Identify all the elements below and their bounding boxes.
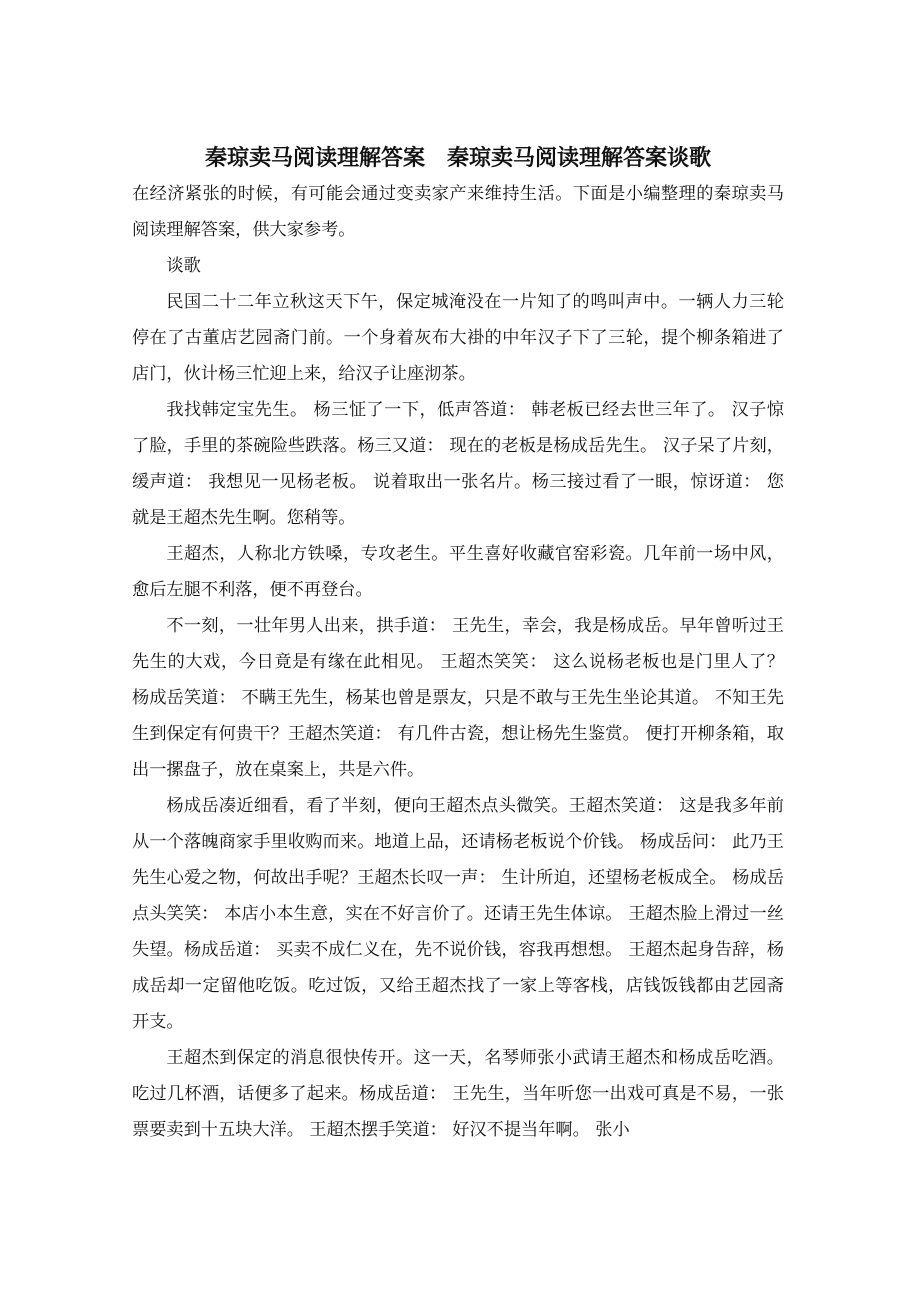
title-part-1: 秦琼卖马阅读理解答案 — [204, 145, 425, 171]
author-line: 谈歌 — [166, 256, 201, 276]
title-part-2: 秦琼卖马阅读理解答案谈歌 — [447, 145, 712, 171]
story-paragraph: 我找韩定宝先生。 杨三怔了一下，低声答道： 韩老板已经去世三年了。 汉子惊了脸，手里的茶碗险些跌落。杨三又道： 现在的老板是杨成岳先生。 汉子呆了片刻，缓声道： 我想见一见杨老板。 说着取出一张名片。杨三接过看了一眼，惊讶道： 您就是王超杰先生啊。您稍等。 — [132, 400, 784, 528]
story-paragraph: 王超杰到保定的消息很快传开。这一天，名琴师张小武请王超杰和杨成岳吃酒。吃过几杯酒，话便多了起来。杨成岳道： 王先生，当年听您一出戏可真是不易，一张票要卖到十五块大洋。 王超杰摆手笑道： 好汉不提当年啊。 张小 — [132, 1048, 784, 1140]
story-paragraph: 王超杰，人称北方铁嗓，专攻老生。平生喜好收藏官窑彩瓷。几年前一场中风，愈后左腿不利落，便不再登台。 — [132, 544, 784, 600]
intro-paragraph: 在经济紧张的时候，有可能会通过变卖家产来维持生活。下面是小编整理的秦琼卖马阅读理解答案，供大家参考。 — [132, 184, 784, 240]
document-page — [132, 140, 784, 1148]
document-title — [132, 140, 784, 176]
story-paragraph: 杨成岳凑近细看，看了半刻，便向王超杰点头微笑。王超杰笑道： 这是我多年前从一个落魄商家手里收购而来。地道上品，还请杨老板说个价钱。 杨成岳问： 此乃王先生心爱之物，何故出手呢？王超杰长叹一声： 生计所迫，还望杨老板成全。 杨成岳点头笑笑： 本店小本生意，实在不好言价了。还请王先生体谅。 王超杰脸上滑过一丝失望。杨成岳道： 买卖不成仁义在，先不说价钱，容我再想想。 王超杰起身告辞，杨成岳却一定留他吃饭。吃过饭，又给王超杰找了一家上等客栈，店钱饭钱都由艺园斋开支。 — [132, 796, 784, 1032]
story-paragraph: 不一刻，一壮年男人出来，拱手道： 王先生，幸会，我是杨成岳。早年曾听过王先生的大戏，今日竟是有缘在此相见。 王超杰笑笑： 这么说杨老板也是门里人了？ 杨成岳笑道： 不瞒王先生，杨某也曾是票友，只是不敢与王先生坐论其道。 不知王先生到保定有何贵干？王超杰笑道： 有几件古瓷，想让杨先生鉴赏。 便打开柳条箱，取出一摞盘子，放在桌案上，共是六件。 — [132, 616, 784, 780]
document-body — [132, 176, 784, 1148]
story-paragraph: 民国二十二年立秋这天下午，保定城淹没在一片知了的鸣叫声中。一辆人力三轮停在了古董店艺园斋门前。一个身着灰布大褂的中年汉子下了三轮，提个柳条箱进了店门，伙计杨三忙迎上来，给汉子让座沏茶。 — [132, 292, 784, 384]
